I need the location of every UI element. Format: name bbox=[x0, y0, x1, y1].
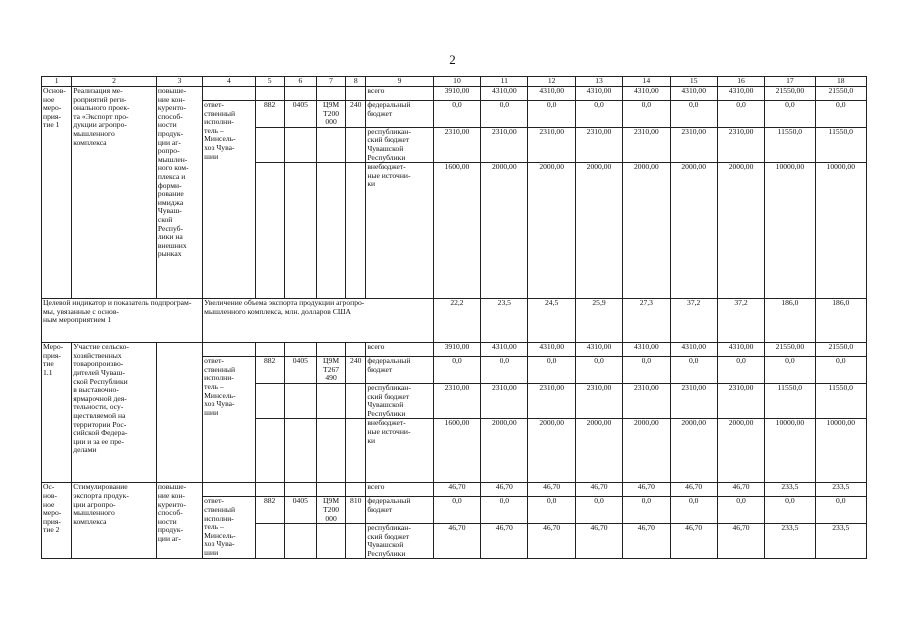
measure-status-cell: Меро- прия- тие 1.1 bbox=[42, 343, 72, 483]
funding-value-cell: 233,5 bbox=[765, 483, 815, 497]
funding-value-cell: 0,0 bbox=[528, 497, 575, 524]
funding-value-cell: 0,0 bbox=[717, 357, 764, 384]
budget-code-cell bbox=[346, 524, 366, 559]
section-code-cell: 0405 bbox=[284, 101, 316, 128]
funding-value-cell: 46,70 bbox=[717, 483, 764, 497]
funding-value-cell: 2310,00 bbox=[670, 127, 717, 162]
funding-value-cell: 2000,00 bbox=[575, 163, 622, 299]
funding-value-cell: 2000,00 bbox=[717, 419, 764, 483]
column-number-header: 17 bbox=[765, 77, 815, 87]
budget-code-cell bbox=[316, 383, 345, 418]
measure-goal-cell: повыше- ние кон- куренто- способ- ности продук- ции аг- bbox=[156, 483, 202, 559]
measure-name-cell: Стимулирование экспорта продук- ции агропро- мышленного комплекса bbox=[72, 483, 157, 559]
column-number-header: 18 bbox=[815, 77, 866, 87]
funding-value-cell: 2000,00 bbox=[670, 163, 717, 299]
funding-source-cell: республикан- ский бюджет Чувашской Республики bbox=[366, 524, 433, 559]
funding-value-cell: 4310,00 bbox=[623, 343, 670, 357]
column-number-header: 12 bbox=[528, 77, 575, 87]
funding-value-cell: 3910,00 bbox=[433, 87, 480, 101]
budget-code-cell bbox=[346, 127, 366, 162]
funding-source-cell: федеральный бюджет bbox=[366, 101, 433, 128]
budget-code-cell-empty bbox=[284, 87, 316, 101]
budget-code-cell bbox=[284, 419, 316, 483]
budget-code-cell bbox=[346, 383, 366, 418]
funding-value-cell: 46,70 bbox=[433, 524, 480, 559]
funding-value-cell: 10000,00 bbox=[765, 163, 815, 299]
indicator-value-cell: 37,2 bbox=[670, 299, 717, 343]
funding-value-cell: 46,70 bbox=[481, 483, 528, 497]
funding-value-cell: 11550,0 bbox=[765, 383, 815, 418]
funding-value-cell: 21550,00 bbox=[765, 87, 815, 101]
column-number-header: 2 bbox=[72, 77, 157, 87]
budget-code-cell-empty bbox=[316, 87, 345, 101]
indicator-value-cell: 24,5 bbox=[528, 299, 575, 343]
budget-code-cell-empty bbox=[284, 483, 316, 497]
funding-value-cell: 4310,00 bbox=[717, 343, 764, 357]
funding-value-cell: 233,5 bbox=[765, 524, 815, 559]
target-article-cell: Ц9М T267 490 bbox=[316, 357, 345, 384]
funding-value-cell: 2310,00 bbox=[481, 383, 528, 418]
funding-value-cell: 0,0 bbox=[528, 357, 575, 384]
funding-value-cell: 4310,00 bbox=[575, 343, 622, 357]
funding-value-cell: 0,0 bbox=[481, 497, 528, 524]
funding-value-cell: 2310,00 bbox=[717, 383, 764, 418]
column-number-header: 14 bbox=[623, 77, 670, 87]
funding-value-cell: 2310,00 bbox=[528, 383, 575, 418]
measure-status-cell: Ос- нов- ное меро- прия- тие 2 bbox=[42, 483, 72, 559]
funding-source-cell: всего bbox=[366, 87, 433, 101]
funding-value-cell: 0,0 bbox=[765, 357, 815, 384]
funding-value-cell: 4310,00 bbox=[481, 87, 528, 101]
indicator-text-cell: Увеличение объема экспорта продукции агропро- мышленного комплекса, млн. долларов США bbox=[203, 299, 434, 343]
executor-cell-empty bbox=[203, 343, 255, 357]
funding-value-cell: 4310,00 bbox=[670, 87, 717, 101]
executor-cell: ответ- ственный исполни- тель – Минсель- хоз Чува- шии bbox=[203, 357, 255, 483]
indicator-value-cell: 22,2 bbox=[433, 299, 480, 343]
indicator-value-cell: 186,0 bbox=[765, 299, 815, 343]
funding-value-cell: 2310,00 bbox=[481, 127, 528, 162]
indicator-label-cell: Целевой индикатор и показатель подпрограм- мы, увязанные с основ- ным мероприятием 1 bbox=[42, 299, 203, 343]
funding-source-cell: республикан- ский бюджет Чувашской Республики bbox=[366, 127, 433, 162]
budget-code-cell-empty bbox=[346, 343, 366, 357]
indicator-value-cell: 186,0 bbox=[815, 299, 866, 343]
measure-status-cell: Основ- ное меро- прия- тие 1 bbox=[42, 87, 72, 299]
funding-value-cell: 4310,00 bbox=[717, 87, 764, 101]
funding-value-cell: 2000,00 bbox=[528, 419, 575, 483]
funding-value-cell: 2310,00 bbox=[575, 383, 622, 418]
funding-value-cell: 2310,00 bbox=[433, 383, 480, 418]
funding-value-cell: 46,70 bbox=[528, 524, 575, 559]
funding-value-cell: 0,0 bbox=[815, 497, 866, 524]
funding-value-cell: 10000,00 bbox=[765, 419, 815, 483]
column-number-header: 3 bbox=[156, 77, 202, 87]
funding-value-cell: 0,0 bbox=[670, 357, 717, 384]
column-number-header: 6 bbox=[284, 77, 316, 87]
funding-value-cell: 0,0 bbox=[815, 101, 866, 128]
column-number-header: 15 bbox=[670, 77, 717, 87]
budget-code-cell-empty bbox=[346, 483, 366, 497]
budget-code-cell-empty bbox=[316, 483, 345, 497]
budget-code-cell bbox=[255, 419, 284, 483]
funding-value-cell: 2310,00 bbox=[575, 127, 622, 162]
funding-value-cell: 46,70 bbox=[670, 524, 717, 559]
grbs-code-cell: 882 bbox=[255, 497, 284, 524]
column-number-header: 1 bbox=[42, 77, 72, 87]
table-row bbox=[42, 343, 867, 357]
measure-goal-cell: повыше- ние кон- куренто- способ- ности продук- ции аг- ропро- мышлен- ного ком- плекса и форми- рование имиджа Чуваш- ской Респуб- лики на внешних рынках bbox=[156, 87, 202, 299]
funding-source-cell: внебюджет- ные источни- ки bbox=[366, 419, 433, 483]
funding-source-cell: федеральный бюджет bbox=[366, 497, 433, 524]
funding-value-cell: 0,0 bbox=[623, 497, 670, 524]
funding-value-cell: 21550,0 bbox=[815, 343, 866, 357]
funding-value-cell: 0,0 bbox=[481, 357, 528, 384]
funding-value-cell: 46,70 bbox=[528, 483, 575, 497]
funding-value-cell: 2000,00 bbox=[623, 163, 670, 299]
executor-cell: ответ- ственный исполни- тель – Минсель- хоз Чува- шии bbox=[203, 101, 255, 299]
funding-value-cell: 11550,0 bbox=[815, 383, 866, 418]
budget-code-cell bbox=[255, 127, 284, 162]
funding-value-cell: 21550,00 bbox=[765, 343, 815, 357]
budget-code-cell bbox=[255, 524, 284, 559]
expense-group-cell: 240 bbox=[346, 357, 366, 384]
budget-code-cell bbox=[316, 163, 345, 299]
funding-value-cell: 46,70 bbox=[670, 483, 717, 497]
funding-value-cell: 0,0 bbox=[623, 357, 670, 384]
funding-value-cell: 2000,00 bbox=[481, 163, 528, 299]
funding-value-cell: 4310,00 bbox=[481, 343, 528, 357]
target-article-cell: Ц9М T200 000 bbox=[316, 101, 345, 128]
budget-code-cell-empty bbox=[255, 87, 284, 101]
column-number-header: 16 bbox=[717, 77, 764, 87]
funding-value-cell: 0,0 bbox=[575, 101, 622, 128]
table-header-row bbox=[42, 77, 867, 87]
funding-value-cell: 46,70 bbox=[433, 483, 480, 497]
funding-value-cell: 0,0 bbox=[623, 101, 670, 128]
funding-source-cell: внебюджет- ные источни- ки bbox=[366, 163, 433, 299]
grbs-code-cell: 882 bbox=[255, 357, 284, 384]
funding-value-cell: 46,70 bbox=[481, 524, 528, 559]
indicator-value-cell: 27,3 bbox=[623, 299, 670, 343]
funding-value-cell: 0,0 bbox=[717, 497, 764, 524]
funding-value-cell: 2310,00 bbox=[623, 383, 670, 418]
budget-code-cell-empty bbox=[284, 343, 316, 357]
funding-value-cell: 46,70 bbox=[717, 524, 764, 559]
funding-value-cell: 4310,00 bbox=[528, 343, 575, 357]
measure-name-cell: Реализация ме- роприятий реги- онального проек- та «Экспорт про- дукции агропро- мышленного комплекса bbox=[72, 87, 157, 299]
budget-code-cell bbox=[284, 383, 316, 418]
table-row bbox=[42, 87, 867, 101]
target-article-cell: Ц9М T200 000 bbox=[316, 497, 345, 524]
funding-value-cell: 233,5 bbox=[815, 524, 866, 559]
funding-value-cell: 46,70 bbox=[575, 483, 622, 497]
column-number-header: 11 bbox=[481, 77, 528, 87]
column-number-header: 9 bbox=[366, 77, 433, 87]
budget-code-cell bbox=[316, 127, 345, 162]
indicator-value-cell: 37,2 bbox=[717, 299, 764, 343]
funding-value-cell: 10000,00 bbox=[815, 163, 866, 299]
budget-code-cell bbox=[255, 163, 284, 299]
funding-value-cell: 2310,00 bbox=[717, 127, 764, 162]
funding-value-cell: 0,0 bbox=[575, 357, 622, 384]
page-number: 2 bbox=[449, 52, 456, 67]
program-table bbox=[41, 76, 867, 559]
funding-value-cell: 2000,00 bbox=[481, 419, 528, 483]
funding-value-cell: 46,70 bbox=[575, 524, 622, 559]
budget-code-cell bbox=[255, 383, 284, 418]
funding-value-cell: 2310,00 bbox=[670, 383, 717, 418]
funding-value-cell: 0,0 bbox=[433, 497, 480, 524]
funding-value-cell: 2000,00 bbox=[670, 419, 717, 483]
column-number-header: 5 bbox=[255, 77, 284, 87]
column-number-header: 8 bbox=[346, 77, 366, 87]
funding-value-cell: 0,0 bbox=[481, 101, 528, 128]
budget-code-cell-empty bbox=[255, 343, 284, 357]
section-code-cell: 0405 bbox=[284, 357, 316, 384]
funding-value-cell: 233,5 bbox=[815, 483, 866, 497]
funding-value-cell: 0,0 bbox=[765, 101, 815, 128]
measure-name-cell: Участие сельско- хозяйственных товаропроизво- дителей Чуваш- ской Республики в выставочно- ярмарочной дея- тельности, осу- ществляемой на территории Рос- сийской Федера- ции и за ее пре- делами bbox=[72, 343, 157, 483]
funding-value-cell: 2310,00 bbox=[623, 127, 670, 162]
funding-value-cell: 1600,00 bbox=[433, 163, 480, 299]
funding-value-cell: 2000,00 bbox=[717, 163, 764, 299]
budget-code-cell bbox=[316, 524, 345, 559]
funding-value-cell: 4310,00 bbox=[670, 343, 717, 357]
funding-value-cell: 2000,00 bbox=[528, 163, 575, 299]
budget-code-cell bbox=[346, 419, 366, 483]
indicator-value-cell: 23,5 bbox=[481, 299, 528, 343]
funding-value-cell: 3910,00 bbox=[433, 343, 480, 357]
budget-code-cell-empty bbox=[316, 343, 345, 357]
funding-value-cell: 10000,00 bbox=[815, 419, 866, 483]
budget-code-cell bbox=[316, 419, 345, 483]
grbs-code-cell: 882 bbox=[255, 101, 284, 128]
funding-value-cell: 2310,00 bbox=[528, 127, 575, 162]
funding-value-cell: 0,0 bbox=[670, 101, 717, 128]
column-number-header: 7 bbox=[316, 77, 345, 87]
executor-cell-empty bbox=[203, 87, 255, 101]
funding-value-cell: 2000,00 bbox=[623, 419, 670, 483]
funding-value-cell: 4310,00 bbox=[528, 87, 575, 101]
funding-value-cell: 21550,0 bbox=[815, 87, 866, 101]
section-code-cell: 0405 bbox=[284, 497, 316, 524]
funding-value-cell: 0,0 bbox=[670, 497, 717, 524]
funding-value-cell: 2310,00 bbox=[433, 127, 480, 162]
funding-value-cell: 0,0 bbox=[575, 497, 622, 524]
budget-code-cell bbox=[284, 127, 316, 162]
funding-value-cell: 0,0 bbox=[528, 101, 575, 128]
funding-source-cell: республикан- ский бюджет Чувашской Республики bbox=[366, 383, 433, 418]
indicator-value-cell: 25,9 bbox=[575, 299, 622, 343]
column-number-header: 10 bbox=[433, 77, 480, 87]
funding-value-cell: 0,0 bbox=[717, 101, 764, 128]
funding-value-cell: 11550,0 bbox=[815, 127, 866, 162]
budget-code-cell bbox=[346, 163, 366, 299]
funding-source-cell: федеральный бюджет bbox=[366, 357, 433, 384]
measure-goal-cell bbox=[156, 343, 202, 483]
expense-group-cell: 810 bbox=[346, 497, 366, 524]
funding-value-cell: 0,0 bbox=[815, 357, 866, 384]
funding-value-cell: 46,70 bbox=[623, 524, 670, 559]
funding-value-cell: 4310,00 bbox=[575, 87, 622, 101]
funding-value-cell: 0,0 bbox=[433, 357, 480, 384]
budget-code-cell bbox=[284, 163, 316, 299]
column-number-header: 13 bbox=[575, 77, 622, 87]
funding-value-cell: 1600,00 bbox=[433, 419, 480, 483]
funding-value-cell: 11550,0 bbox=[765, 127, 815, 162]
funding-source-cell: всего bbox=[366, 483, 433, 497]
funding-value-cell: 0,0 bbox=[765, 497, 815, 524]
budget-code-cell bbox=[284, 524, 316, 559]
funding-value-cell: 2000,00 bbox=[575, 419, 622, 483]
funding-value-cell: 4310,00 bbox=[623, 87, 670, 101]
funding-source-cell: всего bbox=[366, 343, 433, 357]
executor-cell-empty bbox=[203, 483, 255, 497]
funding-value-cell: 46,70 bbox=[623, 483, 670, 497]
budget-code-cell-empty bbox=[255, 483, 284, 497]
executor-cell: ответ- ственный исполни- тель – Минсель- хоз Чува- шии bbox=[203, 497, 255, 559]
funding-value-cell: 0,0 bbox=[433, 101, 480, 128]
budget-code-cell-empty bbox=[346, 87, 366, 101]
column-number-header: 4 bbox=[203, 77, 255, 87]
indicator-row bbox=[42, 299, 867, 343]
table-row bbox=[42, 483, 867, 497]
expense-group-cell: 240 bbox=[346, 101, 366, 128]
